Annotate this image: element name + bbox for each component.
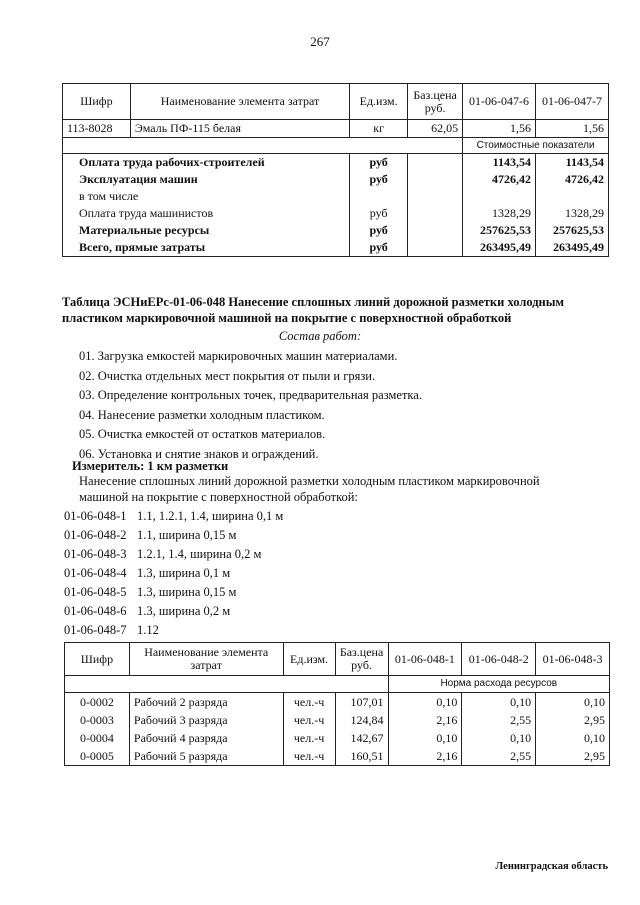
code-text: 1.3, ширина 0,1 м (137, 566, 231, 580)
cell-value-2: 4726,42 (536, 171, 609, 188)
table-row (63, 188, 609, 205)
cell-value-1: 0,10 (388, 693, 462, 712)
list-item: 05. Очистка емкостей от остатков материалов. (79, 427, 326, 441)
cell-price: 160,51 (335, 747, 388, 766)
region-footer: Ленинградская область (495, 861, 608, 872)
cell-value-1: 1143,54 (463, 154, 536, 172)
cell-code: 113-8028 (63, 120, 131, 138)
section-label-row (63, 138, 609, 154)
table-row (63, 239, 609, 257)
code-text: 1.3, ширина 0,15 м (137, 585, 237, 599)
resource-table-048 (64, 642, 610, 766)
cell-name: Рабочий 4 разряда (129, 729, 283, 747)
header-price: Баз.цена руб. (335, 643, 388, 676)
cell-price: 62,05 (408, 120, 463, 138)
table-header-row (65, 643, 610, 676)
cell-name: Эмаль ПФ-115 белая (130, 120, 349, 138)
cell-code: 0-0005 (65, 747, 130, 766)
cell-name: Рабочий 3 разряда (129, 711, 283, 729)
header-col-1: 01-06-047-6 (463, 84, 536, 120)
cell-price: 107,01 (335, 693, 388, 712)
code-text: 1.1, ширина 0,15 м (137, 528, 237, 542)
table-row (63, 171, 609, 188)
header-col-3: 01-06-048-3 (536, 643, 610, 676)
code-text: 1.3, ширина 0,2 м (137, 604, 231, 618)
cell-unit: чел.-ч (283, 711, 335, 729)
table-row (63, 205, 609, 222)
header-code: Шифр (65, 643, 130, 676)
cell-unit: руб (350, 205, 408, 222)
list-item: 04. Нанесение разметки холодным пластиком. (79, 407, 325, 422)
cell-unit: руб (350, 222, 408, 239)
cell-price: 142,67 (335, 729, 388, 747)
list-item (64, 602, 283, 621)
code-label: 01-06-048-6 (64, 604, 127, 618)
cell-value-2: 257625,53 (536, 222, 609, 239)
cell-value-1: 263495,49 (463, 239, 536, 257)
list-item: 02. Очистка отдельных мест покрытия от пыли и грязи. (79, 368, 376, 383)
cell-value-1: 4726,42 (463, 171, 536, 188)
cell-value-2 (536, 188, 609, 205)
cell-value-1: 0,10 (388, 729, 462, 747)
list-item (64, 526, 283, 545)
page-number: 267 (310, 34, 330, 49)
description: Нанесение сплошных линий дорожной разметки холодным пластиком маркировочной машиной на покрытие с поверхностной обработкой: (79, 474, 540, 504)
cell-name: Оплата труда рабочих-строителей (63, 154, 350, 172)
cell-unit: руб (350, 154, 408, 172)
code-text: 1.2.1, 1.4, ширина 0,2 м (137, 547, 262, 561)
table-row (65, 729, 610, 747)
cell-name: Всего, прямые затраты (63, 239, 350, 257)
cell-value-1: 2,16 (388, 711, 462, 729)
table-row (63, 154, 609, 172)
cell-unit: чел.-ч (283, 729, 335, 747)
list-item (64, 621, 283, 640)
cell-unit: руб (350, 239, 408, 257)
list-item: 01. Загрузка емкостей маркировочных машин материалами. (79, 349, 398, 363)
table-row (63, 222, 609, 239)
cell-name: Рабочий 2 разряда (129, 693, 283, 712)
header-name: Наименование элемента затрат (129, 643, 283, 676)
work-composition-title: Состав работ: (278, 329, 362, 343)
list-item (64, 583, 283, 602)
cell-name: Рабочий 5 разряда (129, 747, 283, 766)
section-label-row (65, 676, 610, 693)
cell-code: 0-0003 (65, 711, 130, 729)
cell-unit: чел.-ч (283, 747, 335, 766)
header-col-1: 01-06-048-1 (388, 643, 462, 676)
code-label: 01-06-048-5 (64, 585, 127, 599)
cell-name: Материальные ресурсы (63, 222, 350, 239)
section-heading: Таблица ЭСНиЕРс-01-06-048 Нанесение сплошных линий дорожной разметки холодным пластиком маркировочной машиной на покрытие с поверхностной обработкой (62, 295, 565, 325)
header-unit: Ед.изм. (350, 84, 408, 120)
table-row (63, 120, 609, 138)
section-label: Норма расхода ресурсов (388, 676, 609, 693)
cell-value-2: 263495,49 (536, 239, 609, 257)
code-label: 01-06-048-3 (64, 547, 127, 561)
cell-value-2: 1143,54 (536, 154, 609, 172)
table-row (65, 747, 610, 766)
cell-price: 124,84 (335, 711, 388, 729)
header-code: Шифр (63, 84, 131, 120)
cell-value-1: 2,16 (388, 747, 462, 766)
cell-value-1: 257625,53 (463, 222, 536, 239)
cell-unit (350, 188, 408, 205)
list-item: 03. Определение контрольных точек, предварительная разметка. (79, 388, 422, 402)
cell-unit: кг (350, 120, 408, 138)
code-list (64, 507, 283, 640)
header-name: Наименование элемента затрат (130, 84, 349, 120)
list-item: 06. Установка и снятие знаков и ограждений. (79, 446, 319, 461)
list-item (64, 564, 283, 583)
cell-value-3: 2,95 (536, 711, 610, 729)
code-label: 01-06-048-1 (64, 509, 127, 523)
header-unit: Ед.изм. (283, 643, 335, 676)
code-label: 01-06-048-2 (64, 528, 127, 542)
cost-table-047 (62, 83, 609, 257)
measurement-unit: Измеритель: 1 км разметки (72, 459, 229, 473)
cell-unit: руб (350, 171, 408, 188)
header-price: Баз.цена руб. (408, 84, 463, 120)
code-text: 1.12 (137, 623, 159, 637)
code-label: 01-06-048-4 (64, 566, 127, 580)
code-text: 1.1, 1.2.1, 1.4, ширина 0,1 м (137, 509, 284, 523)
cell-code: 0-0004 (65, 729, 130, 747)
list-item (64, 507, 283, 526)
cell-value-2: 2,55 (462, 747, 536, 766)
cell-value-3: 0,10 (536, 729, 610, 747)
cell-name: в том числе (63, 188, 350, 205)
table-row (65, 693, 610, 712)
cell-name: Эксплуатация машин (63, 171, 350, 188)
cell-value-2: 0,10 (462, 729, 536, 747)
cell-unit: чел.-ч (283, 693, 335, 712)
table-row (65, 711, 610, 729)
code-label: 01-06-048-7 (64, 623, 127, 637)
header-col-2: 01-06-047-7 (536, 84, 609, 120)
header-col-2: 01-06-048-2 (462, 643, 536, 676)
cell-value-3: 2,95 (536, 747, 610, 766)
work-list (79, 347, 422, 464)
cell-code: 0-0002 (65, 693, 130, 712)
cell-value-1 (463, 188, 536, 205)
cell-value-2: 1328,29 (536, 205, 609, 222)
cell-value-2: 2,55 (462, 711, 536, 729)
cell-name: Оплата труда машинистов (63, 205, 350, 222)
section-label: Стоимостные показатели (463, 138, 609, 154)
cell-value-2: 0,10 (462, 693, 536, 712)
cell-value-2: 1,56 (536, 120, 609, 138)
table-header-row (63, 84, 609, 120)
cell-value-1: 1,56 (463, 120, 536, 138)
cell-value-3: 0,10 (536, 693, 610, 712)
cell-value-1: 1328,29 (463, 205, 536, 222)
list-item (64, 545, 283, 564)
